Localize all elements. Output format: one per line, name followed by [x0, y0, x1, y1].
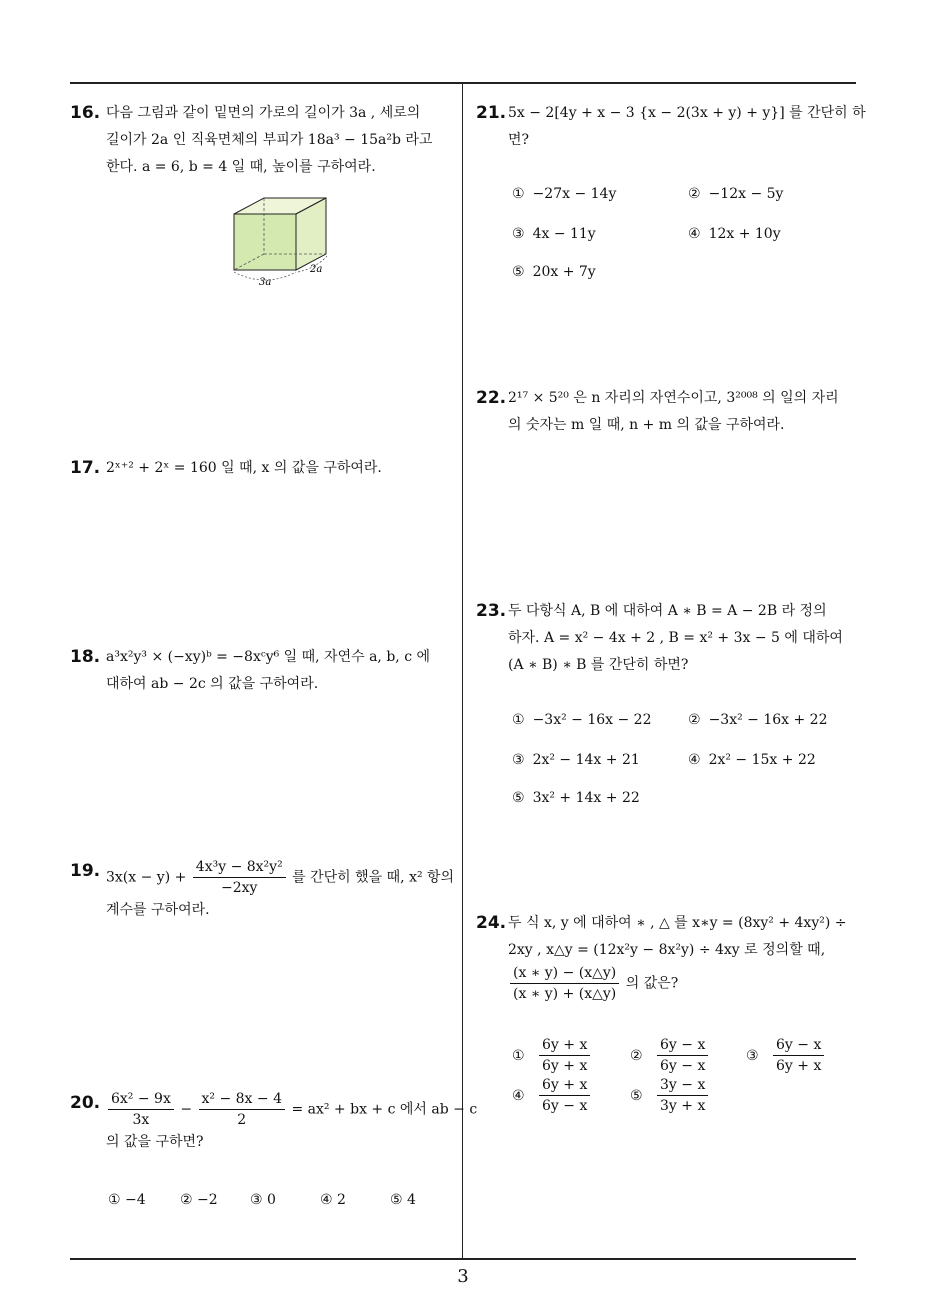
- question-23: [476, 598, 860, 679]
- choice-1[interactable]: ① $\frac{6y + x}{6y + x}$: [512, 1036, 592, 1075]
- question-text: 2ˣ⁺² + 2ˣ = 160 일 때, x 의 값을 구하여라.: [106, 460, 382, 476]
- question-17: [70, 455, 462, 482]
- choice-1[interactable]: ① −3x² − 16x − 22: [512, 712, 652, 728]
- question-text: (A ∗ B) ∗ B 를 간단히 하면?: [508, 657, 689, 673]
- fraction: [108, 1090, 174, 1129]
- question-text: 한다. a = 6, b = 4 일 때, 높이를 구하여라.: [106, 159, 376, 175]
- column-divider: [462, 83, 463, 1259]
- choice-4[interactable]: ④ 2x² − 15x + 22: [688, 752, 816, 768]
- question-number: 19.: [70, 861, 101, 881]
- denominator: 2: [237, 1112, 247, 1128]
- question-number: 18.: [70, 647, 101, 667]
- top-rule: [70, 82, 856, 84]
- choice-3[interactable]: ③ $\frac{6y - x}{6y + x}$: [746, 1036, 826, 1075]
- choices-21: [512, 186, 852, 296]
- question-text: 면?: [508, 132, 530, 148]
- choices-24: [512, 1036, 852, 1120]
- question-text: 5x − 2[4y + x − 3 {x − 2(3x + y) + y}] 를 간단히 하: [508, 105, 866, 121]
- choice-5[interactable]: ⑤ 20x + 7y: [512, 264, 596, 280]
- fraction: [199, 1090, 285, 1129]
- choice-4[interactable]: ④ $\frac{6y + x}{6y - x}$: [512, 1076, 592, 1115]
- question-number: 16.: [70, 103, 101, 123]
- denominator: (x ∗ y) + (x△y): [513, 986, 617, 1002]
- question-text: 의 값을 구하면?: [106, 1134, 204, 1150]
- denominator: 3x: [132, 1112, 150, 1128]
- numerator: x² − 8x − 4: [199, 1090, 285, 1110]
- question-text: 두 다항식 A, B 에 대하여 A ∗ B = A − 2B 라 정의: [508, 603, 827, 619]
- question-text: 2xy , x△y = (12x²y − 8x²y) ÷ 4xy 로 정의할 때,: [508, 942, 826, 958]
- minus-sign: −: [180, 1101, 193, 1118]
- question-text: 계수를 구하여라.: [106, 902, 210, 918]
- question-text: 하자. A = x² − 4x + 2 , B = x² + 3x − 5 에 대하여: [508, 630, 843, 646]
- choice-5[interactable]: ⑤ 4: [390, 1192, 416, 1208]
- question-text: 3x(x − y) +: [106, 869, 187, 886]
- width-label: 3a: [259, 277, 272, 288]
- question-text: 길이가 2a 인 직육면체의 부피가 18a³ − 15a²b 라고: [106, 132, 433, 148]
- question-20: [70, 1090, 478, 1156]
- bottom-rule: [70, 1258, 856, 1260]
- question-text: 다음 그림과 같이 밑면의 가로의 길이가 3a , 세로의: [106, 105, 421, 121]
- question-16: [70, 100, 462, 181]
- choice-5[interactable]: ⑤ $\frac{3y - x}{3y + x}$: [630, 1076, 710, 1115]
- choice-2[interactable]: ② −12x − 5y: [688, 186, 784, 202]
- cuboid-figure: [226, 190, 336, 290]
- question-number: 23.: [476, 601, 507, 621]
- page-number: 3: [457, 1266, 469, 1287]
- question-number: 22.: [476, 388, 507, 408]
- question-number: 24.: [476, 913, 507, 933]
- choice-1[interactable]: ① −4: [108, 1192, 146, 1208]
- numerator: 6x² − 9x: [108, 1090, 174, 1110]
- question-number: 20.: [70, 1093, 101, 1113]
- choice-3[interactable]: ③ 2x² − 14x + 21: [512, 752, 640, 768]
- fraction: [193, 858, 286, 897]
- denominator: −2xy: [221, 880, 258, 896]
- question-24: [476, 910, 860, 1003]
- question-22: [476, 385, 860, 439]
- choice-2[interactable]: ② −2: [180, 1192, 218, 1208]
- question-text: a³x²y³ × (−xy)ᵇ = −8xᶜy⁶ 일 때, 자연수 a, b, c 에: [106, 649, 431, 665]
- question-19: [70, 858, 462, 924]
- choice-2[interactable]: ② $\frac{6y - x}{6y - x}$: [630, 1036, 710, 1075]
- choice-2[interactable]: ② −3x² − 16x + 22: [688, 712, 828, 728]
- question-text: 두 식 x, y 에 대하여 ∗ , △ 를 x∗y = (8xy² + 4xy²) ÷: [508, 915, 847, 931]
- question-number: 17.: [70, 458, 101, 478]
- choice-4[interactable]: ④ 2: [320, 1192, 346, 1208]
- choices-23: [512, 712, 852, 822]
- question-text: 2¹⁷ × 5²⁰ 은 n 자리의 자연수이고, 3²⁰⁰⁸ 의 일의 자리: [508, 390, 839, 406]
- choice-3[interactable]: ③ 4x − 11y: [512, 226, 596, 242]
- question-18: [70, 644, 462, 698]
- question-text: = ax² + bx + c 에서 ab − c: [291, 1101, 478, 1118]
- question-text: 의 값은?: [625, 975, 679, 992]
- choice-4[interactable]: ④ 12x + 10y: [688, 226, 781, 242]
- choice-1[interactable]: ① −27x − 14y: [512, 186, 617, 202]
- question-21: [476, 100, 866, 154]
- fraction: [510, 964, 619, 1003]
- numerator: (x ∗ y) − (x△y): [510, 964, 619, 984]
- choice-5[interactable]: ⑤ 3x² + 14x + 22: [512, 790, 640, 806]
- choices-20: [108, 1192, 458, 1216]
- numerator: 4x³y − 8x²y²: [193, 858, 286, 878]
- question-text: 대하여 ab − 2c 의 값을 구하여라.: [106, 676, 319, 692]
- question-text: 를 간단히 했을 때, x² 항의: [292, 869, 455, 886]
- depth-label: 2a: [310, 264, 323, 275]
- question-text: 의 숫자는 m 일 때, n + m 의 값을 구하여라.: [508, 417, 785, 433]
- choice-3[interactable]: ③ 0: [250, 1192, 276, 1208]
- question-number: 21.: [476, 103, 507, 123]
